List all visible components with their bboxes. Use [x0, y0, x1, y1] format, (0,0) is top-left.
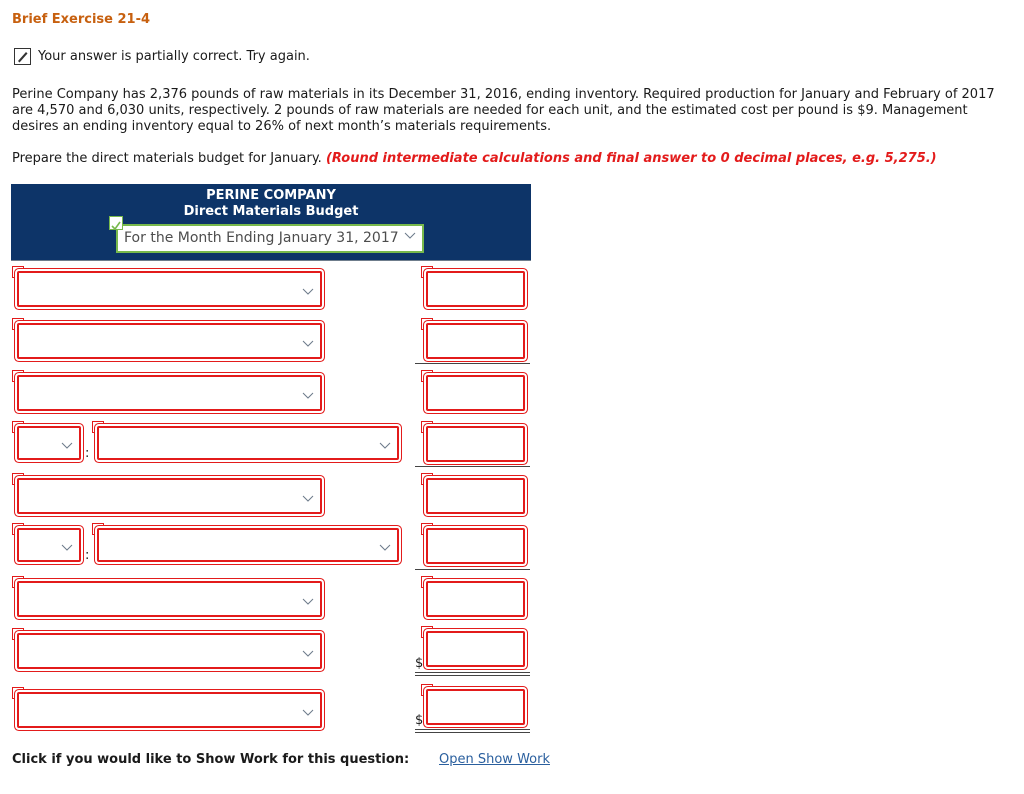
amount-input[interactable] — [426, 689, 525, 725]
amount-input[interactable] — [426, 375, 525, 411]
total-rule — [415, 732, 530, 733]
answer-status: Your answer is partially correct. Try again. — [38, 49, 310, 64]
currency-symbol: $ — [415, 656, 424, 671]
percent-select[interactable] — [17, 528, 81, 562]
chevron-down-icon — [379, 539, 391, 558]
amount-input[interactable] — [426, 271, 525, 307]
total-rule — [415, 672, 530, 673]
rounding-hint: (Round intermediate calculations and final answer to 0 decimal places, e.g. 5,275.) — [325, 151, 937, 166]
amount-input[interactable] — [426, 631, 525, 667]
colon-separator: : — [85, 446, 90, 461]
open-show-work-link[interactable]: Open Show Work — [439, 752, 550, 767]
line-item-select[interactable] — [17, 581, 322, 617]
line-item-select[interactable] — [17, 375, 322, 411]
correct-check-icon — [109, 216, 123, 230]
chevron-down-icon — [379, 437, 391, 456]
instruction-text: Prepare the direct materials budget for January. — [12, 151, 322, 166]
amount-input[interactable] — [426, 426, 525, 462]
chevron-down-icon — [302, 335, 314, 354]
line-item-select[interactable] — [17, 478, 322, 514]
subtotal-rule — [415, 569, 530, 570]
instruction — [12, 151, 937, 166]
chevron-down-icon — [61, 539, 73, 558]
company-name: PERINE COMPANY — [206, 188, 336, 203]
subtotal-rule — [415, 363, 530, 364]
chevron-down-icon — [302, 645, 314, 664]
percent-select[interactable] — [17, 426, 81, 460]
line-item-select[interactable] — [17, 323, 322, 359]
chevron-down-icon — [302, 490, 314, 509]
total-rule — [415, 729, 530, 730]
total-rule — [415, 675, 530, 676]
problem-text: Perine Company has 2,376 pounds of raw materials in its December 31, 2016, ending inventory. Required production for January and February of 2017 are 4,570 and 6,030 units, respectively. 2 pounds of raw materials are needed for each unit, and the estimated cost per pound is $9. Management desires an ending inventory equal to 26% of next month’s materials requirements. — [12, 87, 995, 134]
chevron-down-icon — [61, 437, 73, 456]
line-item-select[interactable] — [17, 633, 322, 669]
currency-symbol: $ — [415, 713, 424, 728]
chevron-down-icon — [302, 283, 314, 302]
amount-input[interactable] — [426, 323, 525, 359]
chevron-down-icon — [302, 593, 314, 612]
amount-input[interactable] — [426, 581, 525, 617]
period-value: For the Month Ending January 31, 2017 — [124, 230, 399, 246]
period-select[interactable] — [116, 224, 424, 253]
show-work-prompt: Click if you would like to Show Work for this question: — [12, 752, 410, 767]
line-item-select[interactable] — [97, 426, 399, 460]
budget-title: Direct Materials Budget — [183, 204, 359, 219]
amount-input[interactable] — [426, 528, 525, 564]
line-item-select[interactable] — [97, 528, 399, 562]
line-item-select[interactable] — [17, 271, 322, 307]
chevron-down-icon — [302, 704, 314, 723]
colon-separator: : — [85, 548, 90, 563]
line-item-select[interactable] — [17, 692, 322, 728]
chevron-down-icon — [302, 387, 314, 406]
header-divider — [11, 260, 531, 261]
chevron-down-icon — [404, 230, 416, 246]
subtotal-rule — [415, 466, 530, 467]
exercise-title: Brief Exercise 21-4 — [12, 12, 151, 27]
pencil-icon — [14, 48, 31, 65]
amount-input[interactable] — [426, 478, 525, 514]
